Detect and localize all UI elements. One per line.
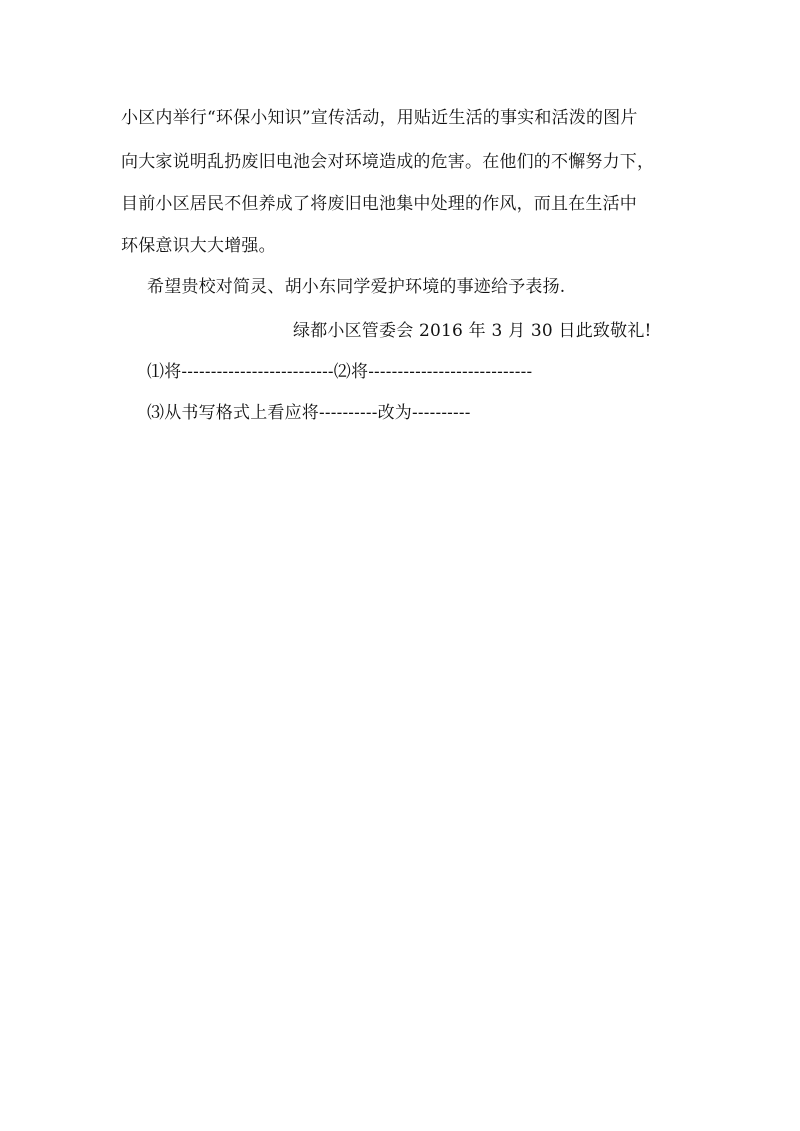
question-3: ⑶从书写格式上看应将----------改为---------- [147,403,471,422]
paragraph-line-3: 目前小区居民不但养成了将废旧电池集中处理的作风，而且在生活中 [121,194,637,214]
paragraph-line-2: 向大家说明乱扔废旧电池会对环境造成的危害。在他们的不懈努力下， [121,152,655,172]
signature-line: 绿都小区管委会 2016 年 3 月 30 日此致敬礼! [293,321,652,341]
question-1-2: ⑴将--------------------------⑵将---------------------------- [147,362,533,381]
paragraph-line-4: 环保意识大大增强。 [121,236,276,256]
commendation-request: 希望贵校对简灵、胡小东同学爱护环境的事迹给予表扬. [147,277,566,297]
paragraph-line-1: 小区内举行“环保小知识”宣传活动，用贴近生活的事实和活泼的图片 [121,108,638,128]
